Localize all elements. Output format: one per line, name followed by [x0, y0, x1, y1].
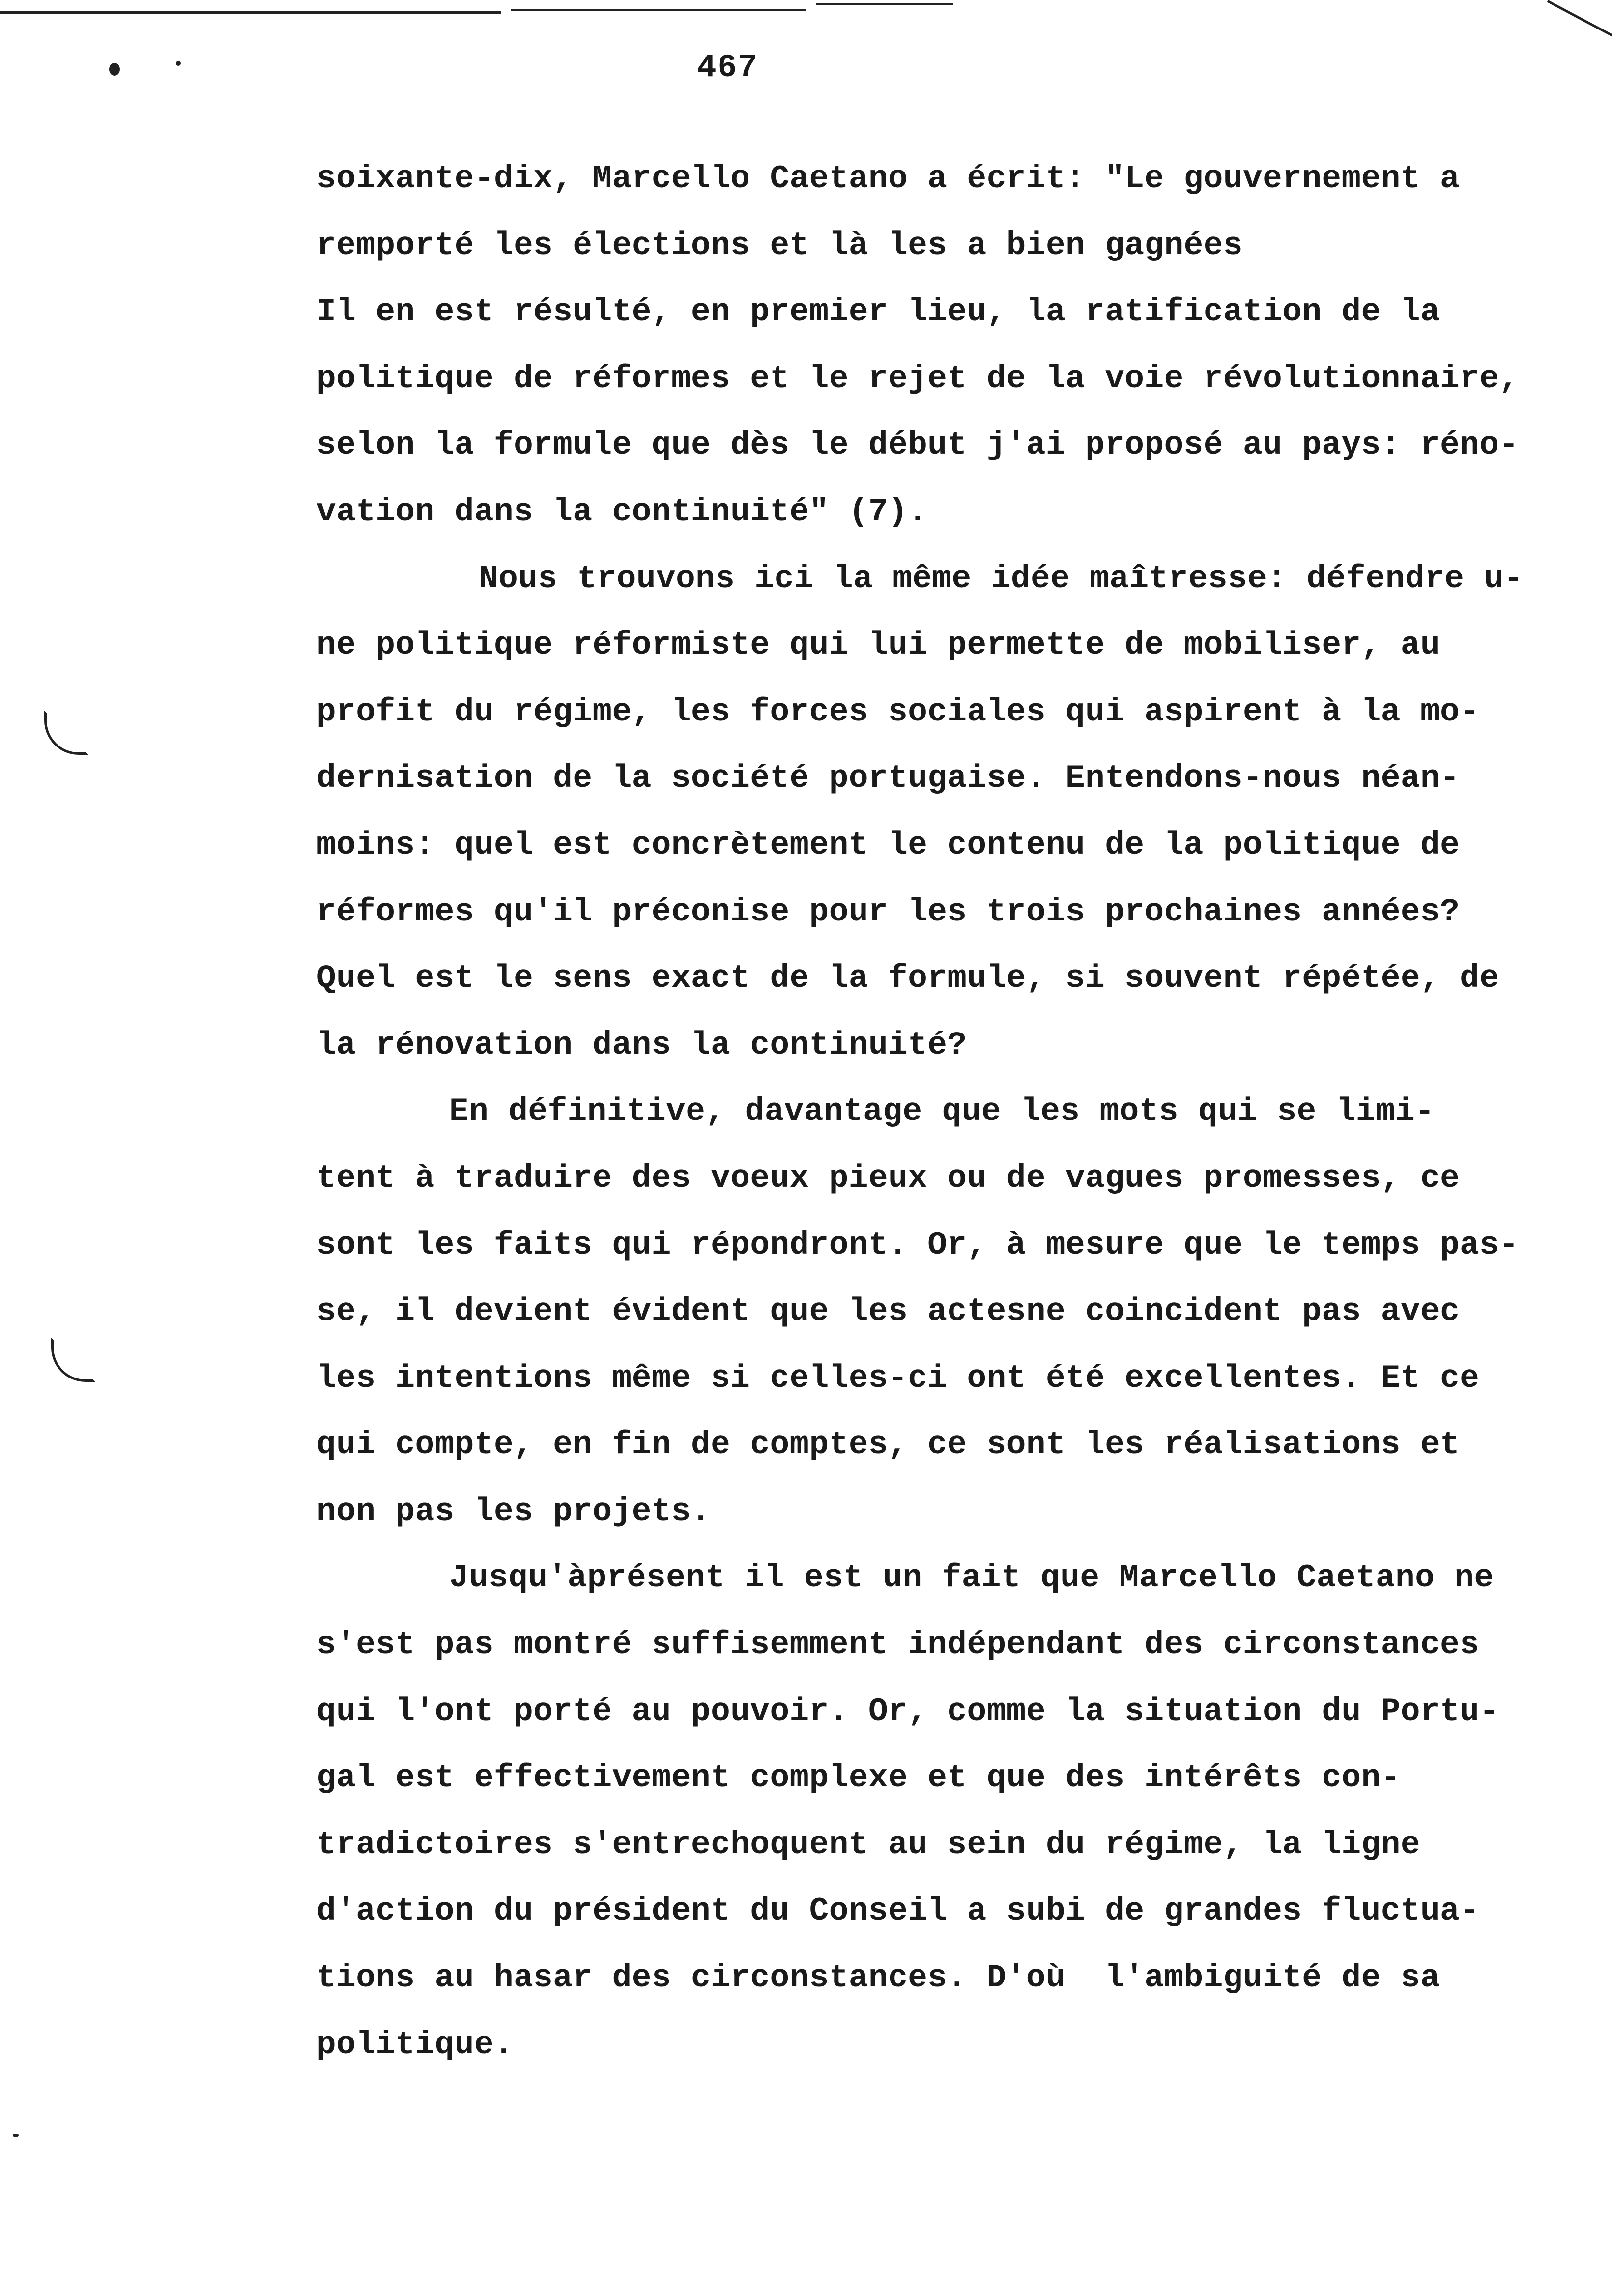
text-line: politique de réformes et le rejet de la voie révolutionnaire, — [317, 360, 1519, 397]
text-line: profit du régime, les forces sociales qui aspirent à la mo- — [317, 693, 1480, 730]
text-line: la rénovation dans la continuité? — [317, 1026, 967, 1063]
top-edge-rule — [816, 3, 953, 5]
text-line: tions au hasar des circonstances. D'où l'ambiguité de sa — [317, 1959, 1440, 1997]
paragraph — [317, 1545, 1575, 2078]
text-line: qui compte, en fin de comptes, ce sont les réalisations et — [317, 1426, 1460, 1464]
text-line: remporté les élections et là les a bien gagnées — [317, 227, 1243, 264]
text-line: Il en est résulté, en premier lieu, la ratification de la — [317, 293, 1440, 331]
ink-speck — [109, 63, 120, 76]
text-line: En définitive, davantage que les mots qui se limi- — [449, 1093, 1435, 1130]
text-line: se, il devient évident que les actesne coincident pas avec — [317, 1293, 1460, 1330]
ink-speck — [13, 2134, 19, 2137]
text-line: gal est effectivement complexe et que des intérêts con- — [317, 1759, 1401, 1797]
paragraph — [317, 145, 1575, 545]
text-line: s'est pas montré suffisemment indépendant des circonstances — [317, 1626, 1480, 1664]
text-line: Nous trouvons ici la même idée maîtresse: défendre u- — [479, 560, 1524, 597]
top-edge-rule — [0, 11, 501, 14]
corner-scan-line — [1547, 0, 1612, 48]
text-line: dernisation de la société portugaise. Entendons-nous néan- — [317, 760, 1460, 797]
typed-text-body — [317, 145, 1575, 2078]
text-line: les intentions même si celles-ci ont été excellentes. Et ce — [317, 1359, 1480, 1397]
text-line: soixante-dix, Marcello Caetano a écrit: "Le gouvernement a — [317, 160, 1460, 197]
margin-hole-mark — [44, 711, 88, 755]
top-edge-rule — [511, 9, 806, 11]
text-line: ne politique réformiste qui lui permette de mobiliser, au — [317, 627, 1440, 664]
paragraph — [317, 1078, 1575, 1545]
text-line: sont les faits qui répondront. Or, à mesure que le temps pas- — [317, 1226, 1519, 1263]
text-line: tent à traduire des voeux pieux ou de vagues promesses, ce — [317, 1159, 1460, 1197]
page-number: 467 — [697, 49, 758, 86]
text-line: qui l'ont porté au pouvoir. Or, comme la situation du Portu- — [317, 1693, 1499, 1730]
text-line: vation dans la continuité" (7). — [317, 493, 928, 530]
text-line: d'action du président du Conseil a subi de grandes fluctua- — [317, 1893, 1480, 1930]
text-line: non pas les projets. — [317, 1492, 711, 1530]
text-line: Jusqu'àprésent il est un fait que Marcello Caetano ne — [449, 1559, 1494, 1597]
margin-hole-mark — [51, 1338, 95, 1382]
text-line: Quel est le sens exact de la formule, si souvent répétée, de — [317, 960, 1499, 997]
text-line: réformes qu'il préconise pour les trois prochaines années? — [317, 893, 1460, 930]
text-line: moins: quel est concrètement le contenu de la politique de — [317, 826, 1460, 863]
ink-speck — [176, 61, 181, 66]
text-line: politique. — [317, 2026, 514, 2063]
paragraph — [317, 545, 1575, 1079]
text-line: tradictoires s'entrechoquent au sein du régime, la ligne — [317, 1826, 1420, 1863]
text-line: selon la formule que dès le début j'ai proposé au pays: réno- — [317, 427, 1519, 464]
